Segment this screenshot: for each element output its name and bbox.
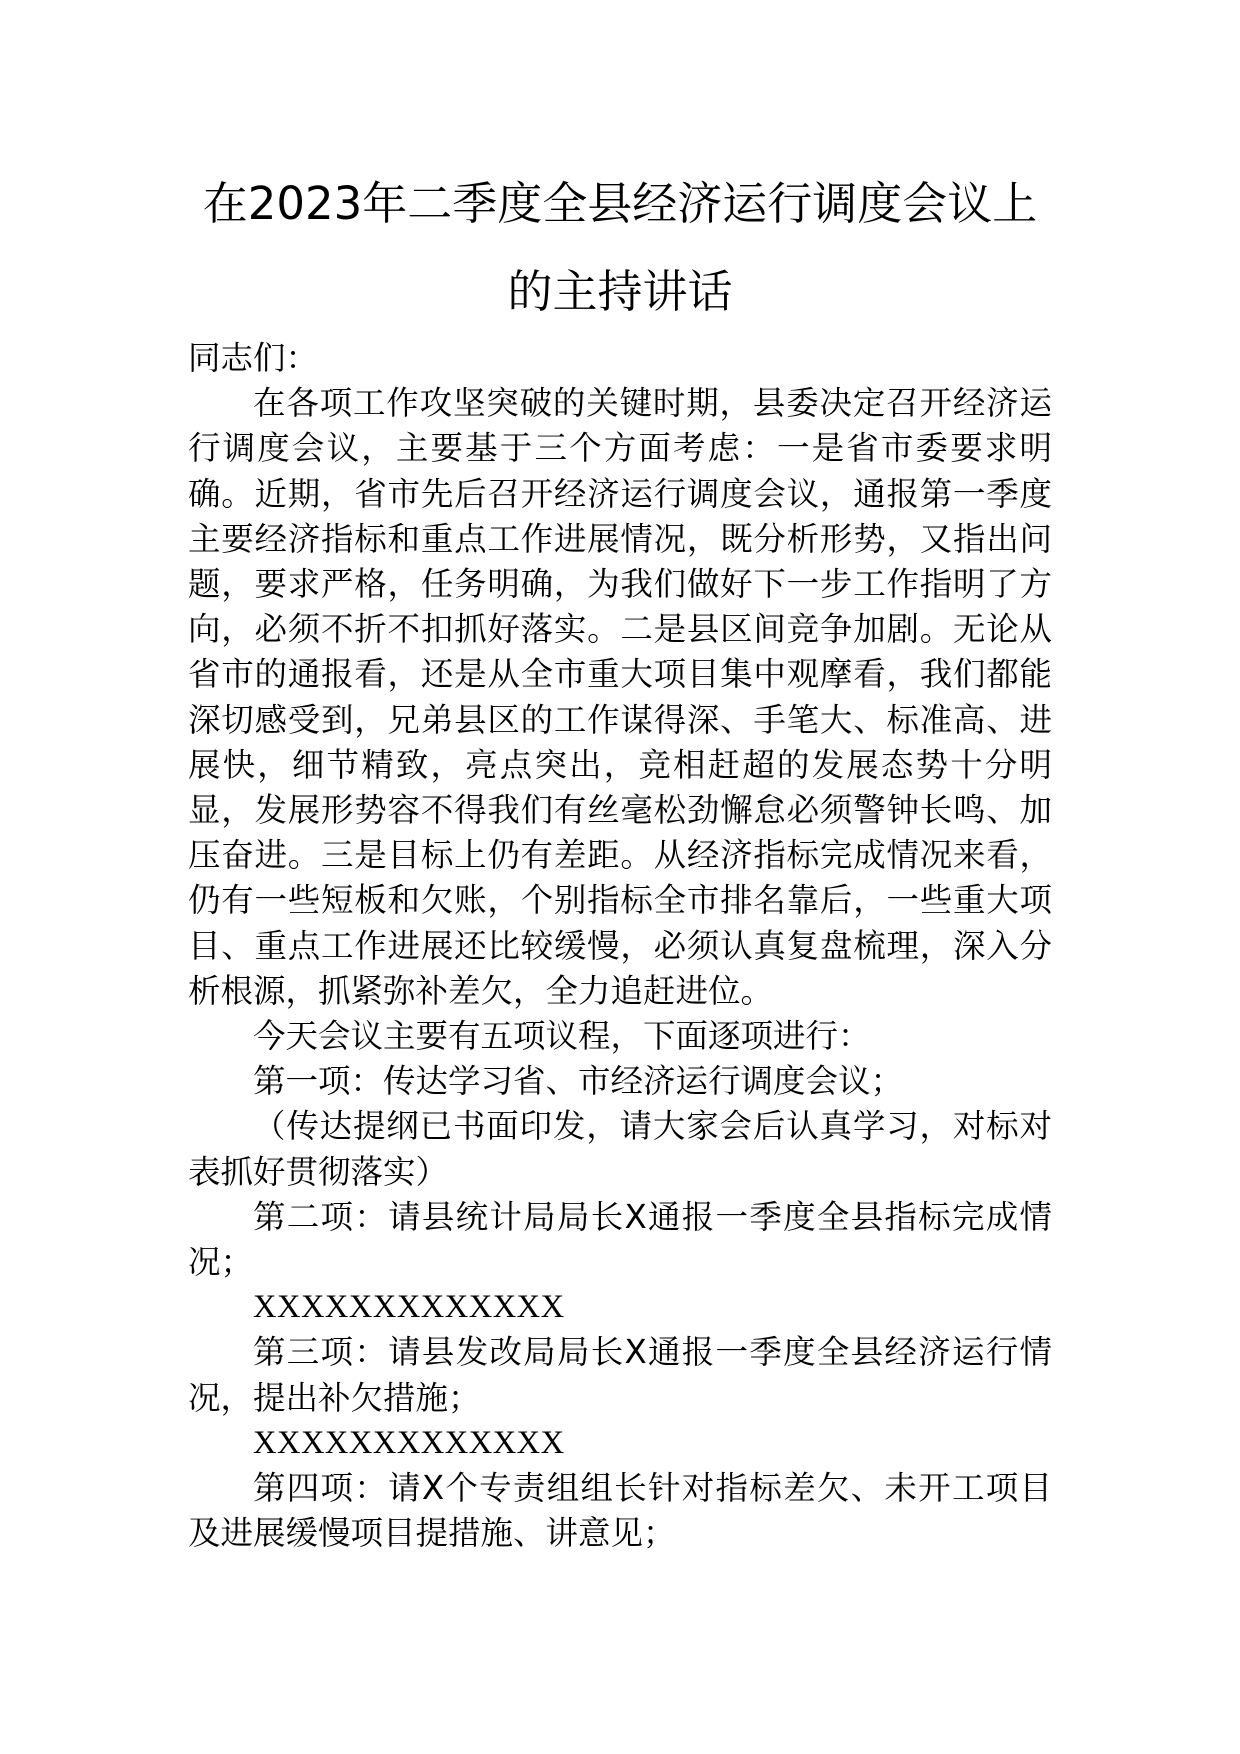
agenda-item-3: 第三项：请县发改局局长X通报一季度全县经济运行情况，提出补欠措施；	[188, 1333, 1052, 1417]
paragraph-intro: 在各项工作攻坚突破的关键时期，县委决定召开经济运行调度会议，主要基于三个方面考虑：一是省市委要求明确。近期，省市先后召开经济运行调度会议，通报第一季度主要经济指标和重点工作进展情况，既分析形势，又指出问题，要求严格，任务明确，为我们做好下一步工作指明了方向，必须不折不扣抓好落实。二是县区间竞争加剧。无论从省市的通报看，还是从全市重大项目集中观摩看，我们都能深切感受到，兄弟县区的工作谋得深、手笔大、标准高、进展快，细节精致，亮点突出，竞相赶超的发展态势十分明显，发展形势容不得我们有丝毫松劲懈怠必须警钟长鸣、加压奋进。三是目标上仍有差距。从经济指标完成情况来看，仍有一些短板和欠账，个别指标全市排名靠后，一些重大项目、重点工作进展还比较缓慢，必须认真复盘梳理，深入分析根源，抓紧弥补差欠，全力追赶进位。	[188, 384, 1052, 1010]
title-line-1: 在2023年二季度全县经济运行调度会议上	[202, 177, 1038, 230]
agenda-item-3-placeholder: XXXXXXXXXXXXX	[253, 1424, 565, 1461]
agenda-item-4: 第四项：请X个专责组组长针对指标差欠、未开工项目及进展缓慢项目提措施、讲意见；	[188, 1469, 1052, 1553]
agenda-item-1: 第一项：传达学习省、市经济运行调度会议；	[253, 1062, 904, 1101]
document-body	[188, 336, 1052, 1556]
title-line-2: 的主持讲话	[507, 265, 733, 318]
paragraph-agenda-intro: 今天会议主要有五项议程，下面逐项进行：	[253, 1017, 871, 1056]
agenda-item-2-placeholder: XXXXXXXXXXXXX	[253, 1289, 565, 1326]
agenda-item-2: 第二项：请县统计局局长X通报一季度全县指标完成情况；	[188, 1197, 1052, 1282]
document-title	[188, 160, 1052, 336]
salutation: 同志们：	[188, 339, 319, 377]
agenda-item-1-note: （传达提纲已书面印发，请大家会后认真学习，对标对表抓好贯彻落实）	[188, 1107, 1052, 1191]
